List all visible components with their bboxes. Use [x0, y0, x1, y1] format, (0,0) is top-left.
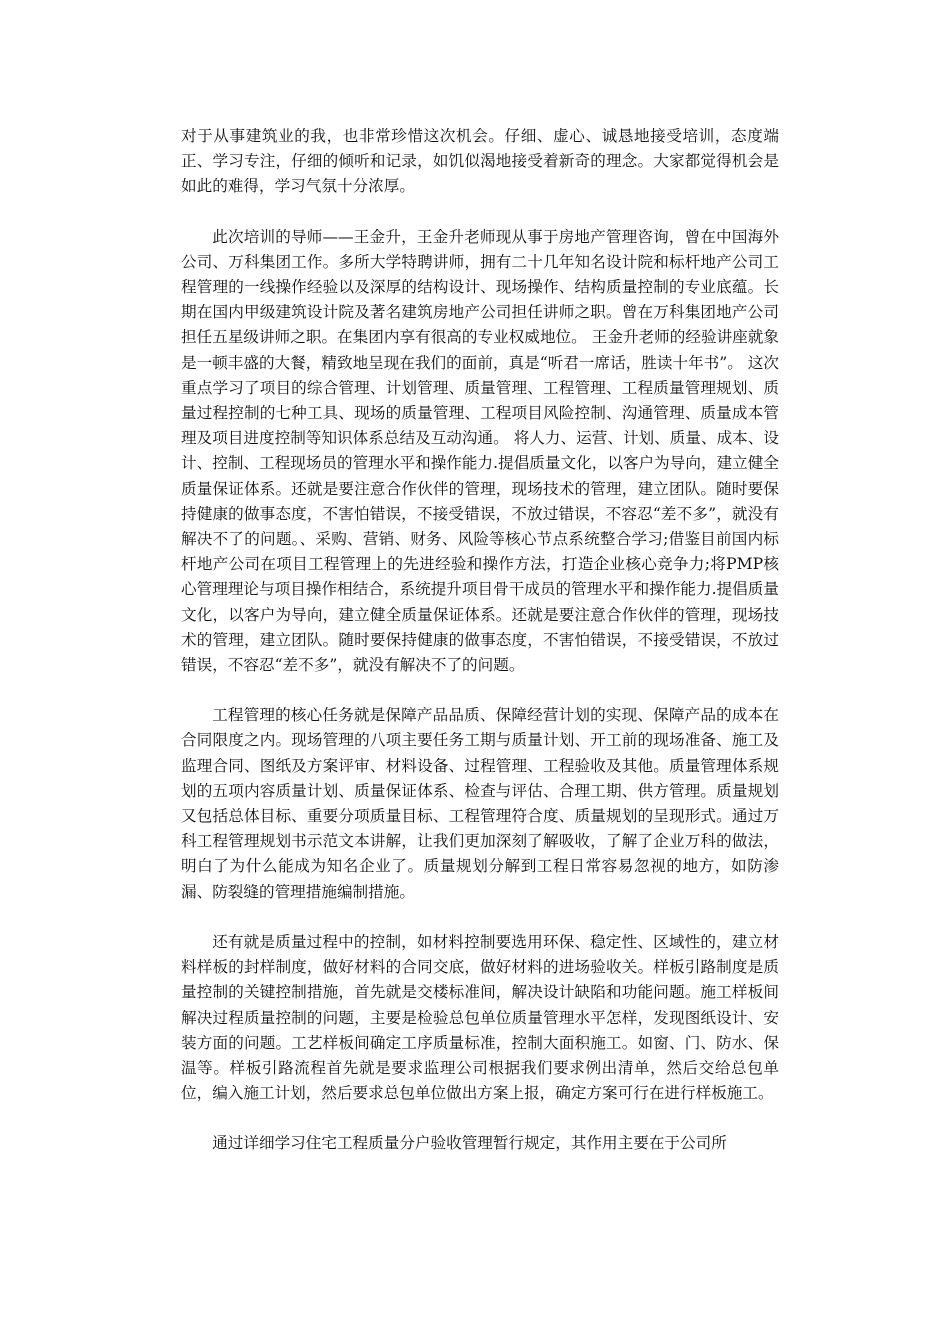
paragraph-2: 此次培训的导师——王金升，王金升老师现从事于房地产管理咨询，曾在中国海外公司、万科集团工作。多所大学特聘讲师，拥有二十几年知名设计院和标杆地产公司工程管理的一线操作经验以及深厚的结构设计、现场操作、结构质量控制的专业底蕴。长期在国内甲级建筑设计院及著名建筑房地产公司担任讲师之职。曾在万科集团地产公司担任五星级讲师之职。在集团内享有很高的专业权威地位。 王金升老师的经验讲座就象是一顿丰盛的大餐，精致地呈现在我们的面前，真是“听君一席话，胜读十年书”。 这次重点学习了项目的综合管理、计划管理、质量管理、工程管理、工程质量管理规划、质量过程控制的七种工具、现场的质量管理、工程项目风险控制、沟通管理、质量成本管理及项目进度控制等知识体系总结及互动沟通。 将人力、运营、计划、质量、成本、设计、控制、工程现场员的管理水平和操作能力.提倡质量文化，以客户为导向，建立健全质量保证体系。还就是要注意合作伙伴的管理，现场技术的管理，建立团队。随时要保持健康的做事态度，不害怕错误，不接受错误，不放过错误，不容忍“差不多”，就没有解决不了的问题。、采购、营销、财务、风险等核心节点系统整合学习;借鉴目前国内标杆地产公司在项目工程管理上的先进经验和操作方法，打造企业核心竞争力;将PMP核心管理理论与项目操作相结合，系统提升项目骨干成员的管理水平和操作能力.提倡质量文化，以客户为导向，建立健全质量保证体系。还就是要注意合作伙伴的管理，现场技术的管理，建立团队。随时要保持健康的做事态度，不害怕错误，不接受错误，不放过错误，不容忍“差不多”，就没有解决不了的问题。 — [181, 227, 779, 675]
document-body — [181, 124, 779, 1182]
paragraph-5: 通过详细学习住宅工程质量分户验收管理暂行规定，其作用主要在于公司所 — [212, 1134, 727, 1153]
paragraph-3: 工程管理的核心任务就是保障产品品质、保障经营计划的实现、保障产品的成本在合同限度之内。现场管理的八项主要任务工期与质量计划、开工前的现场准备、施工及监理合同、图纸及方案评审、材料设备、过程管理、工程验收及其他。质量管理体系规划的五项内容质量计划、质量保证体系、检查与评估、合理工期、供方管理。质量规划又包括总体目标、重要分项质量目标、工程管理符合度、质量规划的呈现形式。通过万科工程管理规划书示范文本讲解，让我们更加深刻了解吸收，了解了企业万科的做法，明白了为什么能成为知名企业了。质量规划分解到工程日常容易忽视的地方，如防渗漏、防裂缝的管理措施编制措施。 — [181, 706, 779, 901]
paragraph-1: 对于从事建筑业的我，也非常珍惜这次机会。仔细、虚心、诚恳地接受培训，态度端正、学习专注，仔细的倾听和记录，如饥似渴地接受着新奇的理念。大家都觉得机会是如此的难得，学习气氛十分浓厚。 — [181, 127, 779, 196]
paragraph-4: 还有就是质量过程中的控制，如材料控制要选用环保、稳定性、区域性的，建立材料样板的封样制度，做好材料的合同交底，做好材料的进场验收关。样板引路制度是质量控制的关键控制措施，首先就是交楼标准间，解决设计缺陷和功能问题。施工样板间解决过程质量控制的问题，主要是检验总包单位质量管理水平怎样，发现图纸设计、安装方面的问题。工艺样板间确定工序质量标准，控制大面积施工。如窗、门、防水、保温等。样板引路流程首先就是要求监理公司根据我们要求例出清单，然后交给总包单位，编入施工计划，然后要求总包单位做出方案上报，确定方案可行在进行样板施工。 — [181, 932, 779, 1103]
